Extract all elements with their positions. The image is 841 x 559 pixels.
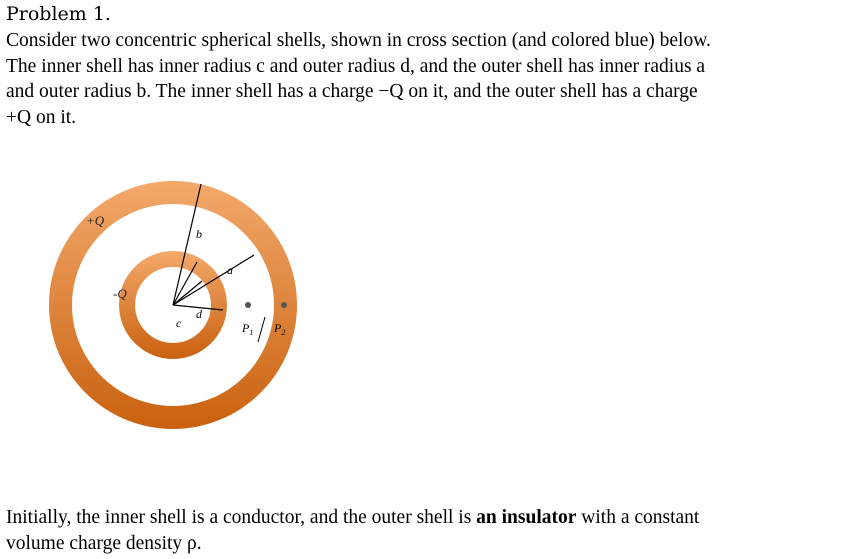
point-p1-subscript: 1 <box>249 328 254 337</box>
radius-label-b: b <box>196 227 202 241</box>
point-p1-dot <box>245 302 251 308</box>
point-p1-letter: P <box>242 321 250 335</box>
intro-line-1: Consider two concentric spherical shells, shown in cross section (and colored blue) below. <box>6 30 711 51</box>
conditions-text-2: with a constant <box>576 507 700 528</box>
outer-charge-label: +Q <box>86 213 105 228</box>
radius-label-c: c <box>176 316 182 330</box>
conditions-text-1: Initially, the inner shell is a conductor, and the outer shell is <box>6 507 477 528</box>
intro-line-2: The inner shell has inner radius c and outer radius d, and the outer shell has inner radius a <box>6 55 706 77</box>
problem-title: Problem 1. <box>6 3 111 25</box>
conditions-line-1 <box>6 505 838 531</box>
conditions-line-2: volume charge density ρ. <box>6 532 202 554</box>
concentric-shells-figure <box>40 170 320 470</box>
intro-line-4: +Q on it. <box>6 106 77 128</box>
intro-line-3: and outer radius b. The inner shell has a charge −Q on it, and the outer shell has a charge <box>6 81 698 102</box>
problem-intro <box>6 28 838 130</box>
point-p2-subscript: 2 <box>281 328 286 337</box>
insulator-emphasis: an insulator <box>476 507 577 528</box>
radius-label-d: d <box>196 307 202 321</box>
point-p2-dot <box>281 302 287 308</box>
problem-conditions <box>6 505 838 556</box>
inner-charge-label: -Q <box>113 286 127 301</box>
shells-diagram <box>40 170 320 470</box>
radius-label-a: a <box>227 263 233 277</box>
point-p2-letter: P <box>274 321 282 335</box>
